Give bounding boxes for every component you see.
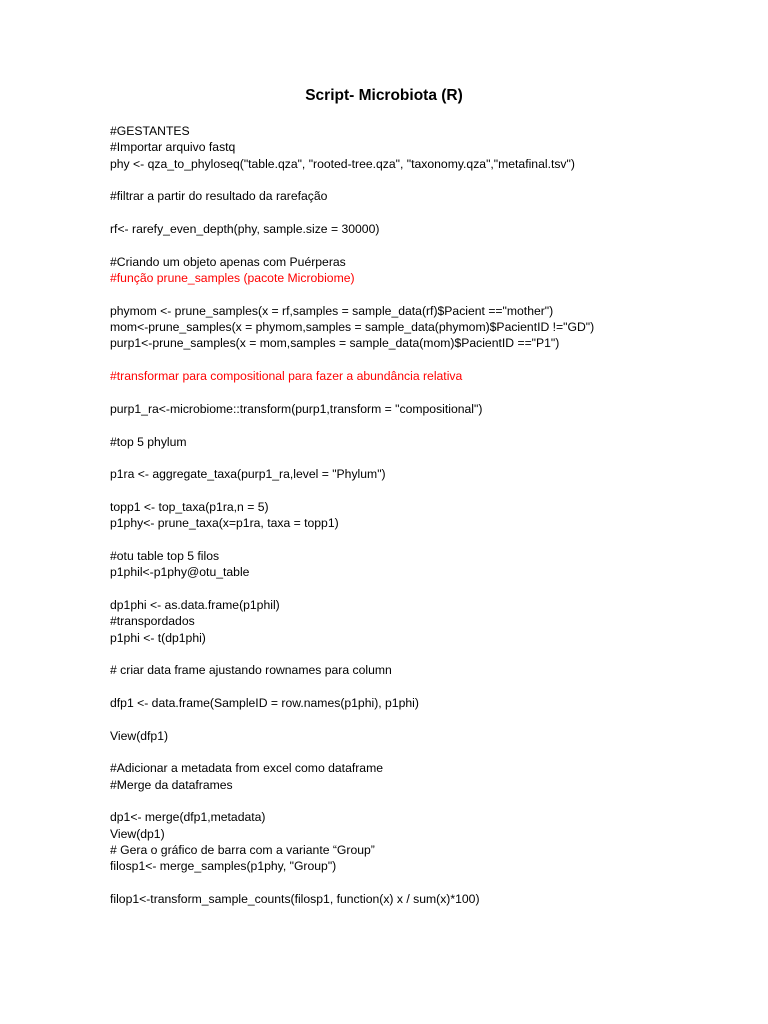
blank-line (110, 711, 750, 727)
blank-line (110, 205, 750, 221)
script-line: #GESTANTES (110, 124, 190, 138)
script-line: #Merge da dataframes (110, 777, 233, 792)
script-line: purp1<-prune_samples(x = mom,samples = sample_data(mom)$PacientID =="P1") (110, 336, 560, 351)
script-line: #Importar arquivo fastq (110, 140, 236, 155)
blank-line (110, 744, 750, 760)
script-line: #Adicionar a metadata from excel como dataframe (110, 761, 383, 776)
blank-line (110, 352, 750, 368)
script-line: mom<-prune_samples(x = phymom,samples = sample_data(phymom)$PacientID !="GD") (110, 320, 595, 335)
script-line: rf<- rarefy_even_depth(phy, sample.size = 30000) (110, 222, 380, 237)
script-line: #top 5 phylum (110, 434, 187, 449)
blank-line (110, 532, 750, 548)
script-line: #transpordados (110, 614, 195, 629)
highlighted-comment-line: #transformar para compositional para fazer a abundância relativa (110, 369, 463, 384)
blank-line (110, 237, 750, 253)
script-line: purp1_ra<-microbiome::transform(purp1,transform = "compositional") (110, 401, 483, 416)
script-line: p1phy<- prune_taxa(x=p1ra, taxa = topp1) (110, 516, 339, 531)
blank-line (110, 172, 750, 188)
script-line: filop1<-transform_sample_counts(filosp1, function(x) x / sum(x)*100) (110, 892, 480, 907)
document-title: Script- Microbiota (R) (305, 87, 463, 104)
script-line: #filtrar a partir do resultado da rarefação (110, 189, 328, 204)
blank-line (110, 875, 750, 891)
script-line: phymom <- prune_samples(x = rf,samples = sample_data(rf)$Pacient =="mother") (110, 303, 554, 318)
script-line: p1phi <- t(dp1phi) (110, 630, 206, 645)
highlighted-comment-line: #função prune_samples (pacote Microbiome) (110, 271, 355, 286)
script-line: #otu table top 5 filos (110, 548, 220, 563)
blank-line (110, 450, 750, 466)
blank-line (110, 581, 750, 597)
script-line: View(dfp1) (110, 728, 169, 743)
script-line: filosp1<- merge_samples(p1phy, "Group") (110, 859, 337, 874)
script-body (110, 123, 750, 908)
script-line: p1phil<-p1phy@otu_table (110, 565, 250, 580)
blank-line (110, 385, 750, 401)
script-line: dp1<- merge(dfp1,metadata) (110, 810, 266, 825)
script-line: View(dp1) (110, 826, 165, 841)
script-line: # criar data frame ajustando rownames para column (110, 663, 392, 678)
script-line: dfp1 <- data.frame(SampleID = row.names(p1phi), p1phi) (110, 696, 419, 711)
blank-line (110, 483, 750, 499)
script-line: phy <- qza_to_phyloseq("table.qza", "rooted-tree.qza", "taxonomy.qza","metafinal.tsv") (110, 156, 575, 171)
blank-line (110, 679, 750, 695)
blank-line (110, 417, 750, 433)
blank-line (110, 793, 750, 809)
script-line: # Gera o gráfico de barra com a variante “Group” (110, 843, 375, 858)
script-line: topp1 <- top_taxa(p1ra,n = 5) (110, 499, 269, 514)
blank-line (110, 286, 750, 302)
script-line: #Criando um objeto apenas com Puérperas (110, 254, 346, 269)
blank-line (110, 646, 750, 662)
script-line: p1ra <- aggregate_taxa(purp1_ra,level = "Phylum") (110, 467, 386, 482)
script-line: dp1phi <- as.data.frame(p1phil) (110, 597, 280, 612)
